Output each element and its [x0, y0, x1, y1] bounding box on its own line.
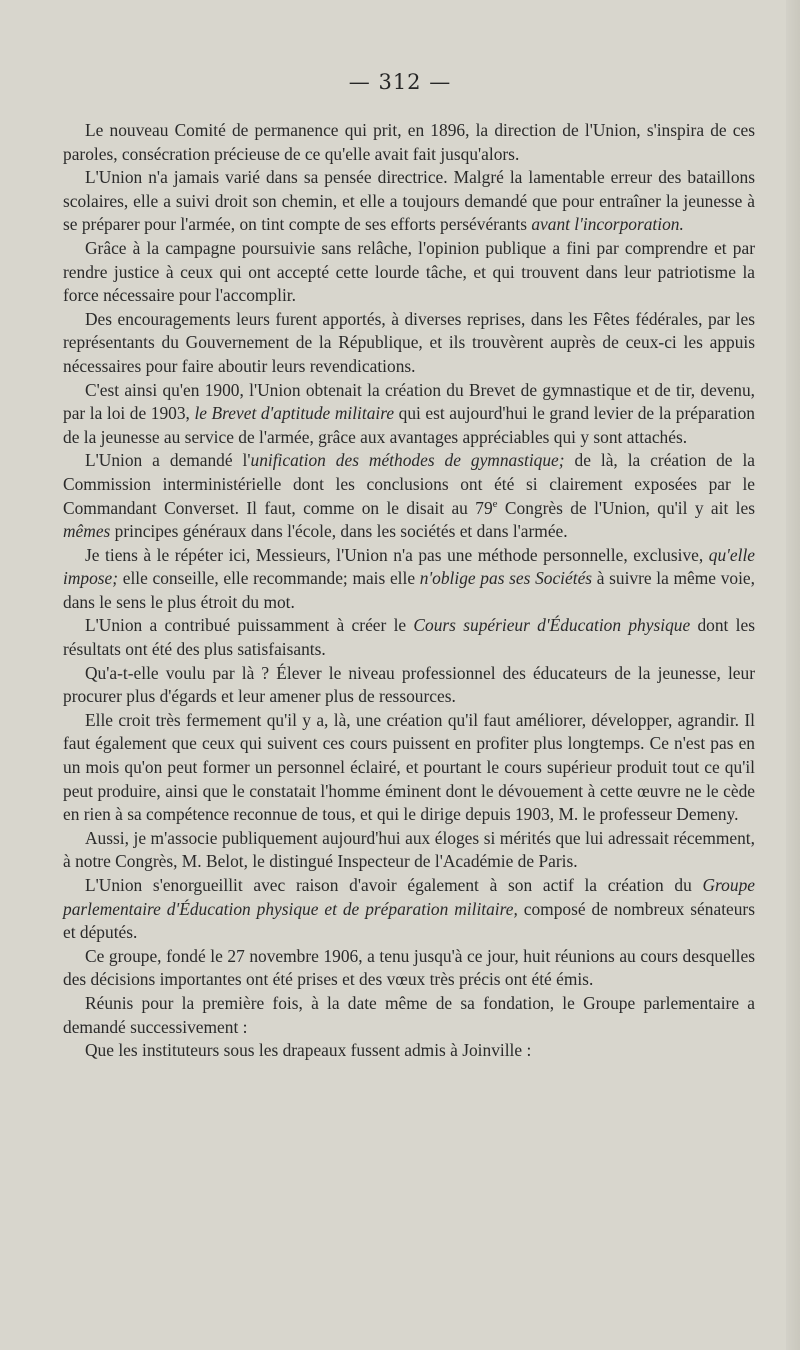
- text-run: Grâce à la campagne poursuivie sans relâche, l'opinion publique a fini par comprendre et par rendre justice à ceux qui ont accepté cette lourde tâche, et qui trouvent dans leur patriotisme la force nécessaire pour l'accomplir.: [63, 237, 755, 306]
- text-run: Qu'a-t-elle voulu par là ? Élever le niveau professionnel des éducateurs de la jeunesse, leur procurer plus d'égards et leur amener plus de ressources.: [63, 662, 755, 707]
- italic-text: Cours supérieur d'Éducation physique: [413, 615, 691, 636]
- paragraph: [63, 614, 755, 661]
- text-run: Des encouragements leurs furent apportés, à diverses reprises, dans les Fêtes fédérales, par les représentants du Gouvernement de la République, et ils trouvèrent auprès de ceux-ci les appuis nécessaires pour faire aboutir leurs revendications.: [63, 308, 755, 376]
- text-run: composé de nombreux sénateurs et députés.: [63, 898, 755, 943]
- text-run: Congrès de l'Union, qu'il y ait les: [497, 497, 755, 518]
- paragraph: [63, 449, 755, 543]
- body-text: [63, 119, 755, 1063]
- paragraph: [63, 544, 755, 615]
- paragraph: [63, 827, 755, 874]
- page-number: — 312 —: [348, 70, 452, 94]
- italic-text: unification des méthodes de gymnastique;: [250, 450, 565, 471]
- italic-text: mêmes: [63, 521, 111, 542]
- text-run: C'est ainsi qu'en 1900, l'Union obtenait la création du Brevet de gymnastique et de tir, devenu, par la loi de 1903,: [63, 379, 755, 424]
- paragraph: [63, 308, 755, 379]
- text-run: Le nouveau Comité de permanence qui prit, en 1896, la direction de l'Union, s'inspira de ces paroles, consécration précieuse de ce qu'elle avait fait jusqu'alors.: [63, 120, 755, 164]
- text-run: L'Union a contribué puissamment à créer le: [85, 615, 414, 636]
- text-run: L'Union a demandé l': [85, 450, 251, 471]
- page-edge: [786, 0, 800, 1350]
- italic-text: n'oblige pas ses Sociétés: [419, 568, 593, 589]
- paragraph: [63, 237, 755, 308]
- text-run: Que les instituteurs sous les drapeaux fussent admis à Joinville :: [85, 1040, 532, 1061]
- paragraph: [63, 166, 755, 237]
- text-run: Réunis pour la première fois, à la date même de sa fondation, le Groupe parlementaire a demandé successivement :: [63, 992, 755, 1037]
- superscript: e: [492, 497, 498, 510]
- text-run: Ce groupe, fondé le 27 novembre 1906, a tenu jusqu'à ce jour, huit réunions au cours desquelles des décisions importantes ont été prises et des vœux très précis ont été émis.: [63, 945, 755, 990]
- italic-text: avant l'incorporation.: [531, 214, 684, 235]
- paragraph: [63, 945, 755, 992]
- paragraph: [63, 709, 755, 827]
- italic-text: qu'elle impose;: [63, 544, 755, 589]
- paragraph: [63, 662, 755, 709]
- text-run: Elle croit très fermement qu'il y a, là, une création qu'il faut améliorer, développer, agrandir. Il faut également que ceux qui suivent ces cours puissent en profiter plus longtemps. Ce n'est pas en un mois qu'on peut former un personnel éclairé, et pourtant le cours supérieur produit tout ce qu'il peut produire, ainsi que le constatait l'homme éminent dont le dévouement à cette œuvre ne le cède en rien à sa compétence reconnue de tous, et qui le dirige depuis 1903, M. le professeur Demeny.: [63, 709, 755, 825]
- paragraph: [63, 874, 755, 945]
- text-run: de là, la création de la Commission interministérielle dont les conclusions ont été si clairement exposées par le Commandant Converset. Il faut, comme on le disait au 79: [63, 450, 756, 518]
- paragraph: [63, 992, 755, 1039]
- text-run: elle conseille, elle recommande; mais elle: [118, 568, 420, 589]
- text-run: dont les résultats ont été des plus satisfaisants.: [63, 615, 755, 660]
- text-run: qui est aujourd'hui le grand levier de la préparation de la jeunesse au service de l'armée, grâce aux avantages appréciables qui y sont attachés.: [63, 403, 755, 447]
- text-run: L'Union s'enorgueillit avec raison d'avoir également à son actif la création du: [85, 875, 703, 895]
- paragraph: [63, 119, 755, 166]
- text-run: L'Union n'a jamais varié dans sa pensée directrice. Malgré la lamentable erreur des bataillons scolaires, elle a suivi droit son chemin, et elle a toujours demandé que pour entraîner la jeunesse à se préparer pour l'armée, on tint compte de ses efforts persévérants: [63, 167, 755, 235]
- text-run: Aussi, je m'associe publiquement aujourd'hui aux éloges si mérités que lui adressait récemment, à notre Congrès, M. Belot, le distingué Inspecteur de l'Académie de Paris.: [63, 827, 755, 872]
- text-run: Je tiens à le répéter ici, Messieurs, l'Union n'a pas une méthode personnelle, exclusive,: [85, 544, 709, 565]
- paragraph: [63, 1039, 755, 1063]
- italic-text: le Brevet d'aptitude militaire: [194, 403, 395, 424]
- text-run: principes généraux dans l'école, dans les sociétés et dans l'armée.: [110, 521, 568, 542]
- italic-text: Groupe parlementaire d'Éducation physique et de préparation militaire,: [63, 875, 755, 919]
- paragraph: [63, 379, 755, 450]
- text-run: à suivre la même voie, dans le sens le plus étroit du mot.: [63, 568, 755, 612]
